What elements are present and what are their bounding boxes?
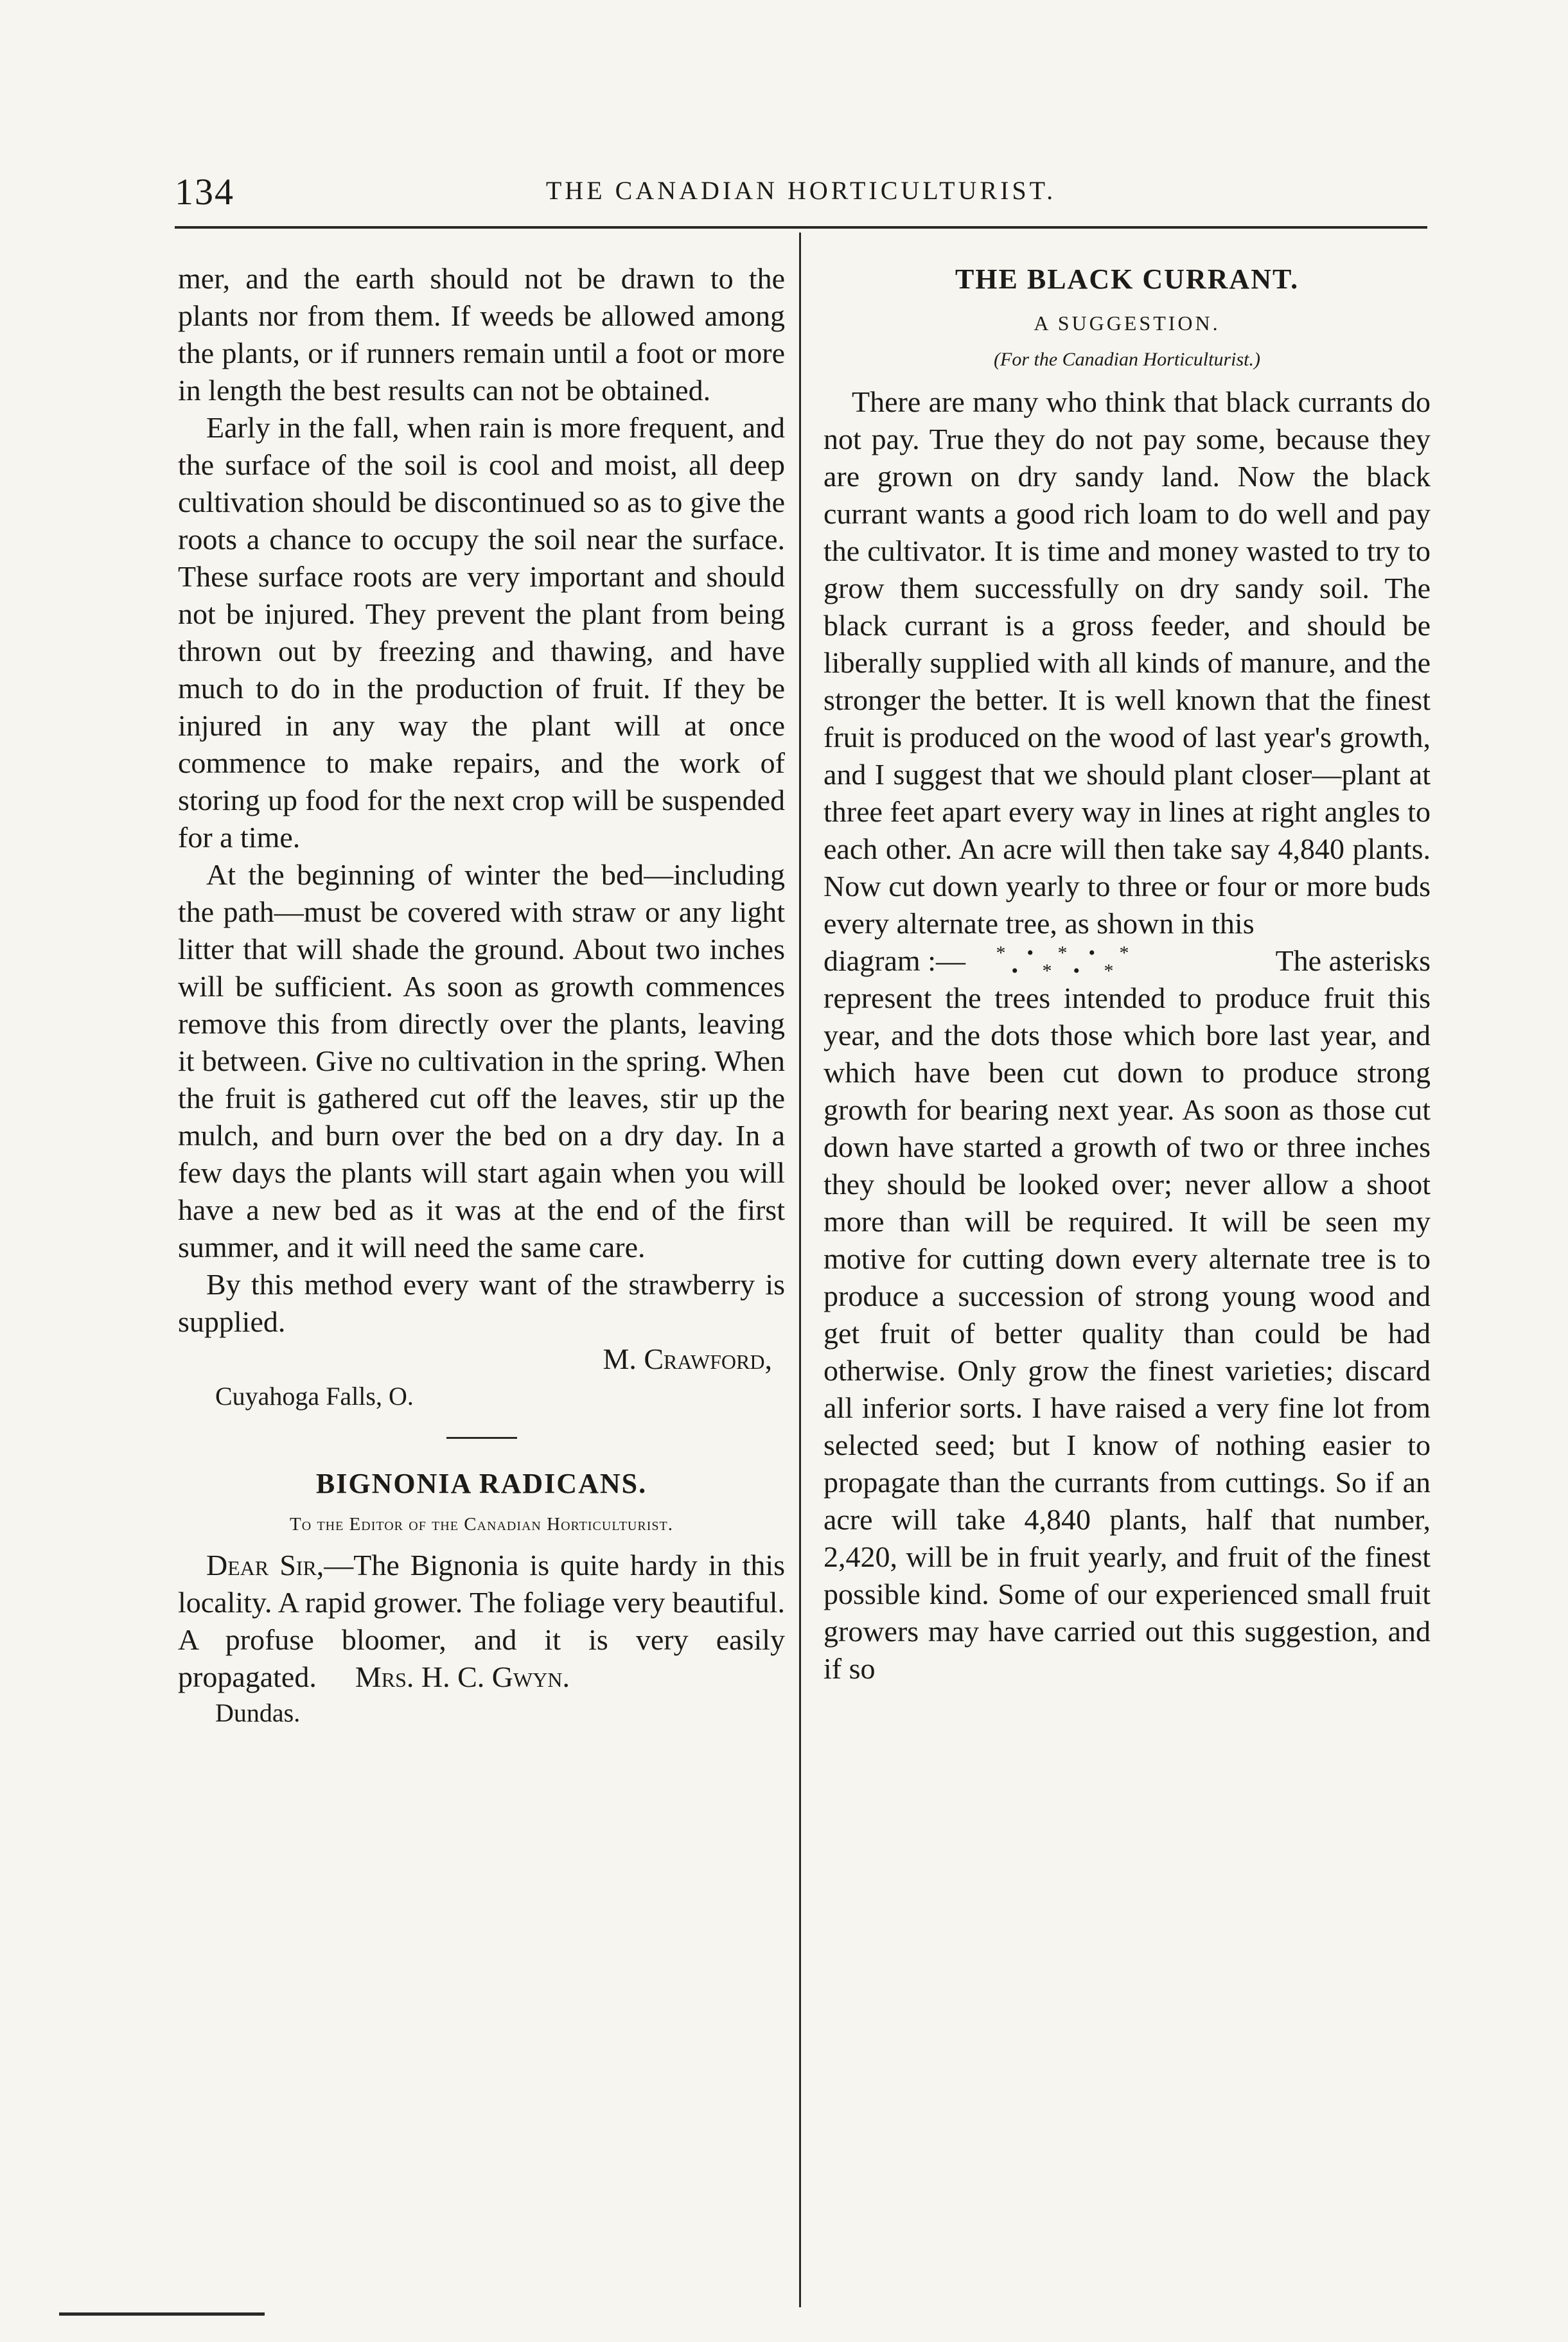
strawberry-paragraph-1: mer, and the earth should not be drawn to the plants nor from them. If weeds be allowed among the plants, or if runners remain until a foot or more in length the best results can not be obtained. — [178, 262, 785, 407]
diagram-line — [824, 942, 1431, 980]
strawberry-paragraph-2: Early in the fall, when rain is more frequent, and the surface of the soil is cool and moist, all deep cultivation should be discontinued so as to give the roots a chance to occupy the soil near the surface. These surface roots are very important and should not be injured. They prevent the plant from being thrown out by freezing and thawing, and have much to do in the production of fruit. If they be injured in any way the plant will at once commence to make repairs, and the work of storing up food for the next crop will be suspended for a time. — [178, 411, 785, 854]
currant-byline: (For the Canadian Horticulturist.) — [994, 349, 1260, 370]
page-number: 134 — [175, 171, 234, 213]
strawberry-paragraph-4: By this method every want of the strawberry is supplied. — [178, 1268, 785, 1338]
bignonia-signature: Mrs. H. C. Gwyn. — [355, 1660, 570, 1693]
diagram-dot: • — [1011, 960, 1019, 982]
right-column — [824, 260, 1431, 1687]
strawberry-paragraph-3: At the beginning of winter the bed—including the path—must be covered with straw or any light litter that will shade the ground. About two inches will be sufficient. As soon as growth commences remove this from directly over the plants, leaving it between. Give no cultivation in the spring. When the fruit is gathered cut off the leaves, stir up the mulch, and burn over the bed on a dry day. In a few days the plants will start again when you will have a new bed as it was at the end of the first summer, and it will need the same care. — [178, 858, 785, 1263]
header-rule — [175, 226, 1427, 229]
diagram-dot: • — [1026, 942, 1034, 964]
diagram-asterisk: * — [1042, 960, 1052, 982]
bignonia-place: Dundas. — [215, 1698, 301, 1727]
author-signature: M. Crawford, — [603, 1343, 772, 1375]
bottom-rule — [59, 2312, 265, 2316]
bignonia-editor-line: To the Editor of the Canadian Horticulturist. — [290, 1514, 673, 1535]
diagram-asterisk: * — [1119, 942, 1129, 964]
column-divider — [799, 233, 801, 2307]
bignonia-letter — [178, 1547, 785, 1696]
bignonia-salutation: Dear Sir, — [206, 1549, 324, 1581]
currant-subheading: A SUGGESTION. — [1034, 312, 1220, 335]
diagram-asterisk: * — [996, 942, 1006, 964]
diagram-dot: • — [1073, 960, 1080, 982]
author-place: Cuyahoga Falls, O. — [215, 1382, 414, 1411]
diagram-asterisk: * — [1057, 942, 1068, 964]
running-head — [175, 170, 1427, 215]
diagram-label: diagram :— — [824, 944, 965, 977]
bignonia-text: —The Bignonia is quite hardy in this locality. A rapid grower. The foliage very beautiful. A profuse bloomer, and it is very easily propagated. — [178, 1549, 786, 1693]
section-rule — [446, 1437, 517, 1439]
currant-heading: THE BLACK CURRANT. — [955, 263, 1299, 295]
diagram-dot: • — [1088, 942, 1096, 964]
diagram-asterisk: * — [1104, 960, 1114, 982]
bignonia-heading: BIGNONIA RADICANS. — [315, 1468, 647, 1499]
planting-diagram — [973, 942, 1166, 980]
journal-title: THE CANADIAN HORTICULTURIST. — [545, 176, 1057, 205]
diagram-after-text: The asterisks — [1275, 944, 1431, 977]
currant-paragraph-1a: There are many who think that black currants do not pay. True they do not pay some, because they are grown on dry sandy land. Now the black currant wants a good rich loam to do well and pay the cultivator. It is time and money wasted to try to grow them successfully on dry sandy soil. The black currant is a gross feeder, and should be liberally supplied with all kinds of manure, and the stronger the better. It is well known that the finest fruit is produced on the wood of last year's growth, and I suggest that we should plant closer—plant at three feet apart every way in lines at right angles to each other. An acre will then take say 4,840 plants. Now cut down yearly to three or four or more buds every alternate tree, as shown in this — [824, 385, 1431, 940]
currant-paragraph-1b: represent the trees intended to produce fruit this year, and the dots those which bore last year, and which have been cut down to produce strong growth for bearing next year. As soon as those cut down have started a growth of two or three inches they should be looked over; never allow a shoot more than will be required. It will be seen my motive for cutting down every alternate tree is to produce a succession of strong young wood and get fruit of better quality than could be had otherwise. Only grow the finest varieties; discard all inferior sorts. I have raised a very fine lot from selected seed; but I know of nothing easier to propagate than the currants from cuttings. So if an acre will take 4,840 plants, half that number, 2,420, will be in fruit yearly, and fruit of the finest possible kind. Some of our experienced small fruit growers may have carried out this suggestion, and if so — [824, 982, 1431, 1685]
left-column — [178, 260, 785, 1732]
